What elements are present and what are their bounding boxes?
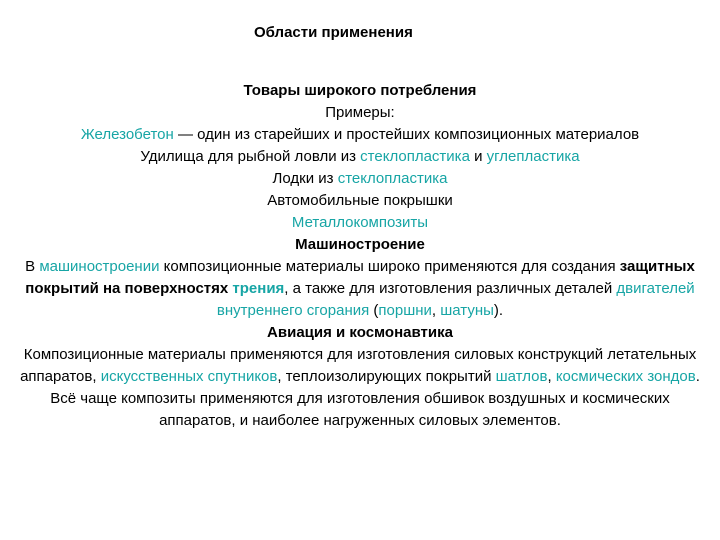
link-fiberglass-boats[interactable]: стеклопластика xyxy=(337,170,448,187)
mechanical-heading: Машиностроение xyxy=(295,236,425,253)
link-shuttles[interactable]: шатлов xyxy=(495,368,548,385)
avia-text: Композиционные материалы применяются для изготовления силовых конструкций летательных аппаратов, xyxy=(20,346,697,385)
link-reinforced-concrete[interactable]: Железобетон xyxy=(80,126,174,143)
avia-text: , теплоизолирующих покрытий xyxy=(277,368,496,385)
mech-text: , а также для изготовления различных деталей xyxy=(284,280,617,297)
mech-text: , xyxy=(431,302,441,319)
avia-text: . Всё чаще композиты применяются для изготовления обшивок воздушных и космических аппаратов, и наиболее нагруженных силовых элементов. xyxy=(50,368,700,429)
link-mechanical-engineering[interactable]: машиностроении xyxy=(39,258,160,275)
avia-text: , xyxy=(547,368,556,385)
link-pistons[interactable]: поршни xyxy=(378,302,432,319)
consumer-line-2 xyxy=(0,146,720,168)
mech-text: ). xyxy=(493,302,504,319)
consumer-line-4: Автомобильные покрышки xyxy=(267,192,453,209)
mech-text: ( xyxy=(369,302,379,319)
mech-text: композиционные материалы широко применяются для создания xyxy=(159,258,620,275)
aviation-heading: Авиация и космонавтика xyxy=(267,324,453,341)
protective-coatings-text: защитных покрытий на поверхностях xyxy=(25,258,695,297)
link-connecting-rods[interactable]: шатуны xyxy=(440,302,494,319)
consumer-line-3-text: Лодки из xyxy=(272,170,338,187)
consumer-line-3 xyxy=(0,168,720,190)
slide-content xyxy=(0,80,720,432)
mechanical-paragraph xyxy=(0,256,720,322)
link-friction[interactable]: трения xyxy=(232,280,285,297)
link-space-probes[interactable]: космических зондов xyxy=(555,368,696,385)
link-artificial-satellites[interactable]: искусственных спутников xyxy=(100,368,278,385)
link-ice-engines[interactable]: двигателей внутреннего сгорания xyxy=(216,280,695,319)
link-fiberglass[interactable]: стеклопластика xyxy=(360,148,470,165)
consumer-line-1 xyxy=(0,124,720,146)
consumer-line-2-and: и xyxy=(469,148,487,165)
link-metal-composites[interactable]: Металлокомпозиты xyxy=(291,214,429,231)
examples-label: Примеры: xyxy=(325,104,395,121)
consumer-line-1-text: — один из старейших и простейших композиционных материалов xyxy=(173,126,640,143)
mech-text: В xyxy=(25,258,40,275)
link-carbon-fiber[interactable]: углепластика xyxy=(486,148,580,165)
consumer-line-2-text: Удилища для рыбной ловли из xyxy=(140,148,361,165)
aviation-paragraph xyxy=(0,344,720,432)
slide-title: Области применения xyxy=(254,24,413,41)
consumer-heading: Товары широкого потребления xyxy=(243,82,477,99)
consumer-line-5 xyxy=(0,212,720,234)
